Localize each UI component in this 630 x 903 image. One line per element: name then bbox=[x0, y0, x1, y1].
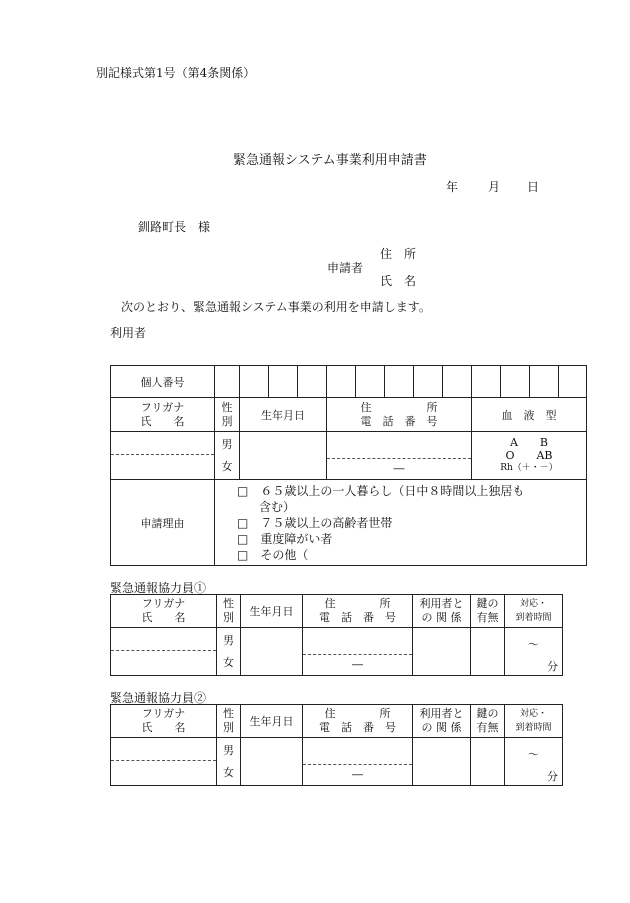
relation-label-2: の 関 係 bbox=[421, 611, 462, 624]
id-digit-cell[interactable] bbox=[501, 366, 530, 398]
user-table bbox=[110, 365, 587, 566]
id-digit-cell[interactable] bbox=[269, 366, 298, 398]
applicant-label: 申請者 bbox=[327, 261, 364, 275]
furigana-label: フリガナ bbox=[141, 707, 186, 720]
helper-2-sex-cell[interactable] bbox=[217, 738, 241, 786]
id-digit-cell[interactable] bbox=[472, 366, 501, 398]
applicant-address-label: 住 所 bbox=[380, 247, 417, 261]
helper-2-key-header bbox=[471, 705, 505, 738]
relation-label-2: の 関 係 bbox=[421, 721, 462, 734]
furigana-label: フリガナ bbox=[140, 400, 185, 414]
reason-living-alone[interactable]: □ ６５歳以上の一人暮らし（日中８時間以上独居も bbox=[237, 483, 525, 498]
date-year-label: 年 bbox=[446, 180, 459, 194]
user-name-cell[interactable] bbox=[111, 432, 215, 480]
address-label: 住 所 bbox=[360, 400, 438, 414]
sex-label-1: 性 bbox=[223, 707, 234, 720]
helper-2-dob-header: 生年月日 bbox=[241, 705, 303, 738]
helper-1-key-cell[interactable] bbox=[471, 628, 505, 676]
address-phone-header bbox=[327, 398, 472, 432]
blood-option-o-ab[interactable]: O AB bbox=[505, 449, 553, 462]
female-option[interactable]: 女 bbox=[223, 655, 234, 669]
phone-label: 電 話 番 号 bbox=[360, 414, 438, 428]
id-digit-cell[interactable] bbox=[298, 366, 327, 398]
reason-label: 申請理由 bbox=[111, 480, 215, 566]
id-digit-cell[interactable] bbox=[559, 366, 587, 398]
reason-other[interactable]: □ その他（ bbox=[237, 547, 309, 562]
sex-label-1: 性 bbox=[223, 597, 234, 610]
helper-1-dob-header: 生年月日 bbox=[241, 595, 303, 628]
furigana-label: フリガナ bbox=[141, 597, 186, 610]
address-label: 住 所 bbox=[324, 597, 391, 610]
response-label-2: 到着時間 bbox=[515, 613, 552, 623]
sex-label-2: 別 bbox=[223, 611, 234, 624]
phone-separator: ― bbox=[393, 462, 405, 475]
helper-1-name-cell[interactable] bbox=[111, 628, 217, 676]
helper-2-title: 緊急通報協力員② bbox=[110, 691, 207, 705]
sex-label-2: 別 bbox=[223, 721, 234, 734]
name-label: 氏 名 bbox=[141, 611, 186, 624]
female-option[interactable]: 女 bbox=[221, 459, 233, 473]
male-option[interactable]: 男 bbox=[223, 743, 234, 757]
helper-2-furigana-name-header bbox=[111, 705, 217, 738]
name-label: 氏 名 bbox=[140, 414, 185, 428]
reason-options bbox=[215, 480, 587, 566]
sex-label-2: 別 bbox=[221, 414, 233, 428]
helper-1-address-phone-header bbox=[303, 595, 413, 628]
document-title: 緊急通報システム事業利用申請書 bbox=[233, 153, 427, 168]
relation-label-1: 利用者と bbox=[419, 597, 464, 610]
id-digit-cell[interactable] bbox=[443, 366, 472, 398]
helper-2-table bbox=[110, 704, 563, 786]
helper-2-relation-header bbox=[413, 705, 471, 738]
sex-header bbox=[215, 398, 240, 432]
reason-disability[interactable]: □ 重度障がい者 bbox=[237, 531, 333, 546]
male-option[interactable]: 男 bbox=[223, 633, 234, 647]
user-sex-cell[interactable] bbox=[215, 432, 240, 480]
minute-label: 分 bbox=[547, 770, 558, 783]
reason-living-alone-cont: 含む） bbox=[259, 499, 296, 514]
id-digit-cell[interactable] bbox=[327, 366, 356, 398]
helper-2-relation-cell[interactable] bbox=[413, 738, 471, 786]
helper-2-sex-header bbox=[217, 705, 241, 738]
date-day-label: 日 bbox=[527, 180, 540, 194]
helper-2-response-header bbox=[505, 705, 563, 738]
blood-type-header: 血 液 型 bbox=[472, 398, 587, 432]
helper-1-relation-header bbox=[413, 595, 471, 628]
id-digit-cell[interactable] bbox=[240, 366, 269, 398]
female-option[interactable]: 女 bbox=[223, 765, 234, 779]
helper-1-dob-cell[interactable] bbox=[241, 628, 303, 676]
helper-1-response-cell[interactable] bbox=[505, 628, 563, 676]
phone-label: 電 話 番 号 bbox=[319, 721, 396, 734]
id-digit-cell[interactable] bbox=[215, 366, 240, 398]
helper-1-key-header bbox=[471, 595, 505, 628]
helper-2-address-phone-header bbox=[303, 705, 413, 738]
helper-1-relation-cell[interactable] bbox=[413, 628, 471, 676]
helper-1-sex-header bbox=[217, 595, 241, 628]
date-month-label: 月 bbox=[488, 180, 501, 194]
time-range-tilde: ～ bbox=[528, 638, 539, 651]
id-digit-cell[interactable] bbox=[530, 366, 559, 398]
reason-elderly-household[interactable]: □ ７５歳以上の高齢者世帯 bbox=[237, 515, 393, 530]
sex-label-1: 性 bbox=[221, 400, 233, 414]
addressee: 釧路町長 様 bbox=[138, 220, 211, 234]
key-label-2: 有無 bbox=[476, 611, 499, 624]
id-number-label: 個人番号 bbox=[111, 366, 215, 398]
male-option[interactable]: 男 bbox=[221, 437, 233, 451]
form-reference: 別記様式第1号（第4条関係） bbox=[96, 66, 256, 80]
name-label: 氏 名 bbox=[141, 721, 186, 734]
blood-option-rh[interactable]: Rh（＋・－） bbox=[500, 463, 558, 473]
relation-label-1: 利用者と bbox=[419, 707, 464, 720]
minute-label: 分 bbox=[547, 660, 558, 673]
id-digit-cell[interactable] bbox=[385, 366, 414, 398]
intro-text: 次のとおり、緊急通報システム事業の利用を申請します。 bbox=[121, 300, 431, 314]
user-section-label: 利用者 bbox=[110, 326, 147, 340]
helper-1-address-phone-cell[interactable] bbox=[303, 628, 413, 676]
helper-1-table bbox=[110, 594, 563, 676]
phone-label: 電 話 番 号 bbox=[319, 611, 396, 624]
response-label-1: 対応・ bbox=[519, 599, 547, 609]
address-label: 住 所 bbox=[324, 707, 391, 720]
phone-separator: ― bbox=[352, 658, 363, 671]
time-range-tilde: ～ bbox=[528, 748, 539, 761]
helper-1-sex-cell[interactable] bbox=[217, 628, 241, 676]
helper-1-furigana-name-header bbox=[111, 595, 217, 628]
dob-header: 生年月日 bbox=[240, 398, 327, 432]
user-dob-cell[interactable] bbox=[240, 432, 327, 480]
helper-1-title: 緊急通報協力員① bbox=[110, 581, 207, 595]
response-label-2: 到着時間 bbox=[515, 723, 552, 733]
key-label-2: 有無 bbox=[476, 721, 499, 734]
helper-2-name-cell[interactable] bbox=[111, 738, 217, 786]
key-label-1: 鍵の bbox=[476, 597, 499, 610]
key-label-1: 鍵の bbox=[476, 707, 499, 720]
response-label-1: 対応・ bbox=[519, 709, 547, 719]
id-digit-cell[interactable] bbox=[356, 366, 385, 398]
blood-type-cell[interactable] bbox=[472, 432, 587, 480]
helper-2-address-phone-cell[interactable] bbox=[303, 738, 413, 786]
helper-1-response-header bbox=[505, 595, 563, 628]
helper-2-dob-cell[interactable] bbox=[241, 738, 303, 786]
furigana-name-header bbox=[111, 398, 215, 432]
id-digit-cell[interactable] bbox=[414, 366, 443, 398]
blood-option-a-b[interactable]: A B bbox=[509, 436, 549, 449]
user-address-phone-cell[interactable] bbox=[327, 432, 472, 480]
helper-2-response-cell[interactable] bbox=[505, 738, 563, 786]
applicant-name-label: 氏 名 bbox=[380, 274, 417, 288]
phone-separator: ― bbox=[352, 768, 363, 781]
helper-2-key-cell[interactable] bbox=[471, 738, 505, 786]
